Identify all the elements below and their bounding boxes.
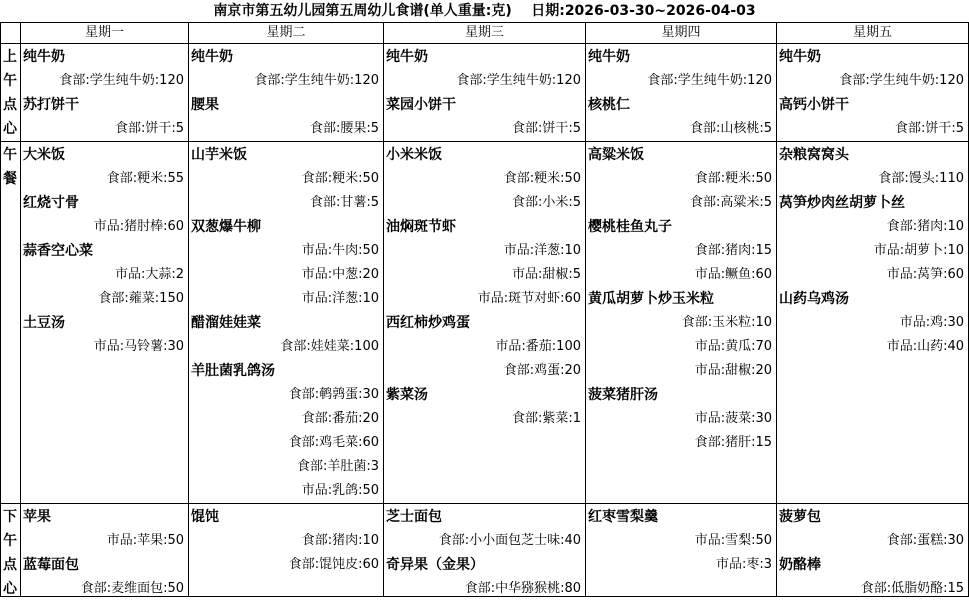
ingredient-line: 市品:莴笋:60 xyxy=(886,267,964,282)
ingredient-line: 食部:猪肉:10 xyxy=(301,533,379,548)
ingredient-line: 食部:学生纯牛奶:120 xyxy=(647,73,772,88)
day-header: 星期二 xyxy=(266,25,306,40)
menu-title: 南京市第五幼儿园第五周幼儿食谱(单人重量:克) 日期:2026-03-30~2026-04-03 xyxy=(213,3,756,19)
dish-name: 高粱米饭 xyxy=(588,147,644,163)
dish-name: 醋溜娃娃菜 xyxy=(191,315,261,331)
dish-name: 蒜香空心菜 xyxy=(23,243,93,259)
section-label-morning: 上 xyxy=(3,49,17,65)
ingredient-line: 食部:粳米:50 xyxy=(301,171,379,186)
day-header: 星期四 xyxy=(661,25,701,40)
dish-name: 大米饭 xyxy=(23,147,65,163)
ingredient-line: 食部:山核桃:5 xyxy=(689,121,772,136)
dish-name: 山药乌鸡汤 xyxy=(779,291,849,307)
ingredient-line: 食部:饼干:5 xyxy=(511,121,581,136)
ingredient-line: 食部:粳米:50 xyxy=(694,171,772,186)
day-header: 星期三 xyxy=(464,25,504,40)
table-column-line xyxy=(188,22,189,597)
ingredient-line: 食部:麦维面包:50 xyxy=(80,581,184,596)
ingredient-line: 市品:马铃薯:30 xyxy=(93,339,184,354)
ingredient-line: 食部:学生纯牛奶:120 xyxy=(456,73,581,88)
dish-name: 小米米饭 xyxy=(386,147,442,163)
dish-name: 纯牛奶 xyxy=(23,49,65,65)
dish-name: 西红柿炒鸡蛋 xyxy=(386,315,470,331)
ingredient-line: 食部:饼干:5 xyxy=(114,121,184,136)
section-label-lunch: 餐 xyxy=(3,171,17,187)
ingredient-line: 市品:菠菜:30 xyxy=(694,411,772,426)
ingredient-line: 市品:洋葱:10 xyxy=(301,291,379,306)
day-header: 星期一 xyxy=(84,25,124,40)
ingredient-line: 食部:学生纯牛奶:120 xyxy=(59,73,184,88)
ingredient-line: 食部:猪肉:15 xyxy=(694,243,772,258)
section-label-morning: 点 xyxy=(3,97,17,113)
dish-name: 纯牛奶 xyxy=(191,49,233,65)
table-row-line xyxy=(0,43,969,44)
section-label-lunch: 午 xyxy=(3,147,17,163)
dish-name: 莴笋炒肉丝胡萝卜丝 xyxy=(779,195,905,211)
dish-name: 红枣雪梨羹 xyxy=(588,509,658,525)
ingredient-line: 食部:鹌鹑蛋:30 xyxy=(288,387,379,402)
ingredient-line: 食部:甘薯:5 xyxy=(309,195,379,210)
ingredient-line: 食部:猪肝:15 xyxy=(694,435,772,450)
ingredient-line: 市品:枣:3 xyxy=(715,557,772,572)
section-label-afternoon: 点 xyxy=(3,557,17,573)
ingredient-line: 食部:中华猕猴桃:80 xyxy=(464,581,581,596)
ingredient-line: 市品:猪肘棒:60 xyxy=(93,219,184,234)
dish-name: 纯牛奶 xyxy=(386,49,428,65)
table-column-line xyxy=(20,22,21,597)
dish-name: 苏打饼干 xyxy=(23,97,79,113)
ingredient-line: 食部:低脂奶酪:15 xyxy=(860,581,964,596)
dish-name: 油焖斑节虾 xyxy=(386,219,456,235)
dish-name: 腰果 xyxy=(191,97,219,113)
ingredient-line: 食部:粳米:55 xyxy=(106,171,184,186)
dish-name: 羊肚菌乳鸽汤 xyxy=(191,363,275,379)
dish-name: 黄瓜胡萝卜炒玉米粒 xyxy=(588,291,714,307)
dish-name: 纯牛奶 xyxy=(779,49,821,65)
ingredient-line: 市品:大蒜:2 xyxy=(114,267,184,282)
dish-name: 芝士面包 xyxy=(386,509,442,525)
dish-name: 苹果 xyxy=(23,509,51,525)
ingredient-line: 市品:鳜鱼:60 xyxy=(694,267,772,282)
ingredient-line: 食部:粳米:50 xyxy=(503,171,581,186)
section-label-morning: 心 xyxy=(3,121,17,137)
dish-name: 蓝莓面包 xyxy=(23,557,79,573)
ingredient-line: 食部:娃娃菜:100 xyxy=(280,339,379,354)
ingredient-line: 食部:蕹菜:150 xyxy=(98,291,184,306)
ingredient-line: 市品:雪梨:50 xyxy=(694,533,772,548)
day-header: 星期五 xyxy=(852,25,892,40)
dish-name: 高钙小饼干 xyxy=(779,97,849,113)
ingredient-line: 食部:番茄:20 xyxy=(301,411,379,426)
ingredient-line: 食部:小小面包芝士味:40 xyxy=(438,533,581,548)
section-label-afternoon: 下 xyxy=(3,509,17,525)
dish-name: 核桃仁 xyxy=(588,97,630,113)
table-column-line xyxy=(776,22,777,597)
ingredient-line: 食部:高粱米:5 xyxy=(689,195,772,210)
ingredient-line: 食部:鸡毛菜:60 xyxy=(288,435,379,450)
table-column-line xyxy=(383,22,384,597)
ingredient-line: 市品:斑节对虾:60 xyxy=(477,291,581,306)
ingredient-line: 食部:紫菜:1 xyxy=(511,411,581,426)
dish-name: 红烧寸骨 xyxy=(23,195,79,211)
dish-name: 紫菜汤 xyxy=(386,387,428,403)
section-label-afternoon: 心 xyxy=(3,581,17,597)
ingredient-line: 食部:羊肚菌:3 xyxy=(296,459,379,474)
ingredient-line: 市品:苹果:50 xyxy=(106,533,184,548)
ingredient-line: 食部:蛋糕:30 xyxy=(886,533,964,548)
ingredient-line: 食部:学生纯牛奶:120 xyxy=(839,73,964,88)
dish-name: 樱桃桂鱼丸子 xyxy=(588,219,672,235)
ingredient-line: 市品:洋葱:10 xyxy=(503,243,581,258)
ingredient-line: 食部:猪肉:10 xyxy=(886,219,964,234)
ingredient-line: 市品:黄瓜:70 xyxy=(694,339,772,354)
ingredient-line: 市品:鸡:30 xyxy=(899,315,964,330)
table-row-line xyxy=(0,141,969,142)
dish-name: 杂粮窝窝头 xyxy=(779,147,849,163)
ingredient-line: 食部:饼干:5 xyxy=(894,121,964,136)
dish-name: 菠菜猪肝汤 xyxy=(588,387,658,403)
ingredient-line: 食部:玉米粒:10 xyxy=(681,315,772,330)
ingredient-line: 市品:山药:40 xyxy=(886,339,964,354)
dish-name: 纯牛奶 xyxy=(588,49,630,65)
ingredient-line: 食部:馄饨皮:60 xyxy=(288,557,379,572)
ingredient-line: 市品:牛肉:50 xyxy=(301,243,379,258)
dish-name: 土豆汤 xyxy=(23,315,65,331)
table-column-line xyxy=(585,22,586,597)
section-label-afternoon: 午 xyxy=(3,533,17,549)
dish-name: 山芋米饭 xyxy=(191,147,247,163)
dish-name: 奶酪棒 xyxy=(779,557,821,573)
dish-name: 菜园小饼干 xyxy=(386,97,456,113)
ingredient-line: 食部:小米:5 xyxy=(511,195,581,210)
dish-name: 双葱爆牛柳 xyxy=(191,219,261,235)
table-row-line xyxy=(0,503,969,504)
ingredient-line: 市品:胡萝卜:10 xyxy=(873,243,964,258)
dish-name: 馄饨 xyxy=(191,509,219,525)
ingredient-line: 市品:甜椒:20 xyxy=(694,363,772,378)
dish-name: 奇异果（金果） xyxy=(386,557,484,573)
ingredient-line: 食部:鸡蛋:20 xyxy=(503,363,581,378)
section-label-morning: 午 xyxy=(3,73,17,89)
ingredient-line: 市品:乳鸽:50 xyxy=(301,483,379,498)
ingredient-line: 食部:馒头:110 xyxy=(878,171,964,186)
ingredient-line: 食部:腰果:5 xyxy=(309,121,379,136)
ingredient-line: 市品:甜椒:5 xyxy=(511,267,581,282)
ingredient-line: 市品:番茄:100 xyxy=(495,339,581,354)
ingredient-line: 食部:学生纯牛奶:120 xyxy=(254,73,379,88)
ingredient-line: 市品:中葱:20 xyxy=(301,267,379,282)
dish-name: 菠萝包 xyxy=(779,509,821,525)
